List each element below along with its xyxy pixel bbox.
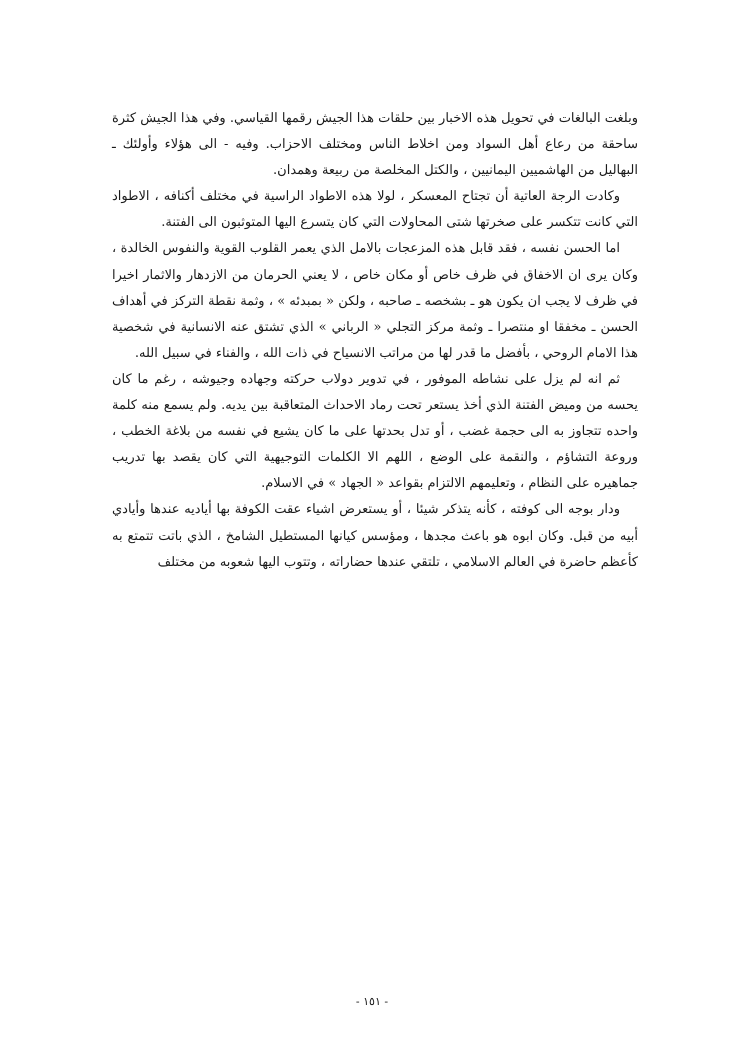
paragraph-3: اما الحسن نفسه ، فقد قابل هذه المزعجات بالامل الذي يعمر القلوب القوية والنفوس الخالدة ، وكان يرى ان الاخفاق في ظرف خاص أو مكان خاص ، لا يعني الحرمان من الازدهار والاثمار اخيرا في ظرف لا يجب ان يكون هو ـ بشخصه ـ صاحبه ، ولكن « بمبدئه » ، وثمة نقطة التركز في أهداف الحسن ـ مخفقا او منتصرا ـ وثمة مركز التجلي « الرباني » الذي تشتق عنه الانسانية في شخصية هذا الامام الروحي ، بأفضل ما قدر لها من مراتب الانسياح في ذات الله ، والفناء في سبيل الله. (112, 241, 638, 361)
paragraph-5: ودار بوجه الى كوفته ، كأنه يتذكر شيئا ، أو يستعرض اشياء عقت الكوفة بها أياديه عندها وأيادي أبيه من قبل. وكان ابوه هو باعث مجدها ، ومؤسس كيانها المستطيل الشامخ ، الذي باتت تتمتع به كأعظم حاضرة في العالم الاسلامي ، تلتقي عندها حضاراته ، وتتوب اليها شعوبه من مختلف (112, 502, 638, 570)
page-body (112, 106, 638, 576)
page-number: - ١٥١ - (355, 995, 389, 1008)
paragraph-1: وبلغت البالغات في تحويل هذه الاخبار بين حلقات هذا الجيش رقمها القياسي. وفي هذا الجيش كثرة ساحقة من رعاع أهل السواد ومن اخلاط الناس ومختلف الاحزاب. وفيه - الى هؤلاء وأولئك ـ البهاليل من الهاشميين اليمانيين ، والكتل المخلصة من ربيعة وهمدان. (112, 111, 638, 179)
paragraph-2: وكادت الرجة العاتية أن تجتاح المعسكر ، لولا هذه الاطواد الراسية في مختلف أكنافه ، الاطواد التي كانت تتكسر على صخرتها شتى المحاولات التي كان يتسرع اليها المتوثبون الى الفتنة. (112, 189, 638, 231)
paragraph-4: ثم انه لم يزل على نشاطه الموفور ، في تدوير دولاب حركته وجهاده وجيوشه ، رغم ما كان يحسه من وميض الفتنة الذي أخذ يستعر تحت رماد الاحداث المتعاقبة بين يديه. ولم يسمع منه كلمة واحده تتجاوز به الى حجمة غضب ، أو تدل بحدتها على ما كان يشيع في نفسه من بلاغة الخطب ، وروعة التشاؤم ، والنقمة على الوضع ، اللهم الا الكلمات التوجيهية التي كان يقصد بها تدريب جماهيره على النظام ، وتعليمهم الالتزام بقواعد « الجهاد » في الاسلام. (112, 371, 638, 492)
